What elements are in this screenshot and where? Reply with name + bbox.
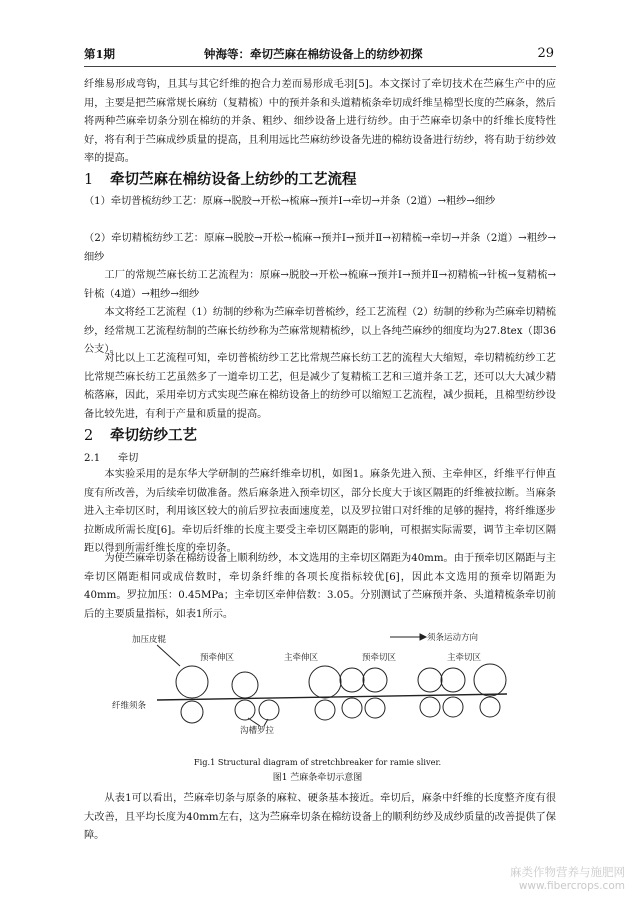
pressure-roller-5	[363, 668, 387, 692]
label-motion-direction: 须条运动方向	[427, 633, 479, 643]
bottom-roller-3	[259, 700, 279, 720]
bottom-roller-2	[235, 700, 255, 720]
subsection-title: 牵切	[118, 453, 139, 464]
issue-label: 第1期	[84, 47, 116, 61]
process-flow-conventional: 工厂的常规苎麻长纺工艺流程为：原麻→脱胶→开松→梳麻→预并Ⅰ→预并Ⅱ→初精梳→针梳→复精梳→针梳（4道）→粗纱→细纱	[84, 270, 556, 300]
watermark-url: www.fibercrops.com	[518, 880, 625, 892]
section-2-heading	[84, 424, 197, 445]
pressure-roller-6	[418, 668, 442, 692]
page-number: 29	[537, 46, 554, 61]
label-fiber-strand: 纤维须条	[112, 701, 147, 711]
pressure-roller-4	[340, 668, 364, 692]
bottom-roller-5	[342, 698, 362, 718]
leader-line-roller	[157, 645, 180, 666]
pressure-roller-2	[232, 672, 258, 698]
bottom-roller-6	[365, 698, 385, 718]
label-main-draft-zone: 主牵伸区	[284, 653, 319, 663]
header-rule	[84, 66, 556, 67]
bottom-roller-8	[443, 697, 463, 717]
section-2-paragraph-2: 为使苎麻牵切条在棉纺设备上顺利纺纱，本文选用的主牵切区隔距为40mm。由于预牵切区隔距与主牵切区隔距相同或成倍数时，牵切条纤维的各项长度指标较优[6]，因此本文选用的预牵切隔距为40mm。罗拉加压：0.45MPa；主牵切区牵伸倍数：3.05。分别测试了苎麻预并条、头道精梳条牵切前后的主要质量指标，如表1所示。	[84, 553, 556, 620]
section-number: 1	[84, 172, 94, 188]
subsection-2-1-heading	[84, 449, 138, 464]
label-grooved-roller: 沟槽罗拉	[240, 726, 275, 736]
section-1-paragraph-1: 本文将经工艺流程（1）纺制的纱称为苎麻牵切普梳纱，经工艺流程（2）纺制的纱称为苎麻牵切精梳纱，经常规工艺流程纺制的苎麻长纺纱称为苎麻常规精梳纱，以上各纯苎麻纱的细度均为27.8tex（即36公支）。	[84, 307, 556, 355]
label-pre-break-zone: 预牵切区	[362, 653, 397, 663]
bottom-roller-9	[480, 697, 500, 717]
pressure-roller-7	[441, 668, 465, 692]
section-1-paragraph-2: 对比以上工艺流程可知，牵切普梳纺纱工艺比常规苎麻长纺工艺的流程大大缩短，牵切精梳纺纱工艺比常规苎麻长纺工艺虽然多了一道牵切工艺，但是减少了复精梳工艺和三道并条工艺，还可以大大减少精梳落麻，因此，采用牵切方式实现苎麻在棉纺设备上的纺纱可以缩短工艺流程，减少损耗，且棉型纺纱设备比较先进，有利于产量和质量的提高。	[84, 353, 556, 420]
section-1-heading	[84, 168, 357, 189]
subsection-number: 2.1	[84, 453, 101, 464]
bottom-roller-7	[420, 697, 440, 717]
page-header	[84, 46, 554, 66]
pressure-roller-1	[176, 666, 208, 698]
pressure-roller-8	[474, 664, 506, 696]
leader-line-groove-1	[248, 718, 260, 726]
figure-caption-english: Fig.1 Structural diagram of stretchbreaker for ramie sliver.	[193, 757, 442, 767]
label-main-break-zone: 主牵切区	[447, 653, 482, 663]
bottom-roller-1	[181, 701, 203, 723]
section-number: 2	[84, 428, 94, 444]
stretchbreaker-diagram	[112, 630, 532, 760]
direction-arrow-head	[420, 634, 426, 640]
intro-paragraph: 纤维易形成弯钩，且其与其它纤维的抱合力差而易形成毛羽[5]。本文探讨了牵切技术在苎麻生产中的应用，主要是把苎麻常规长麻纺（复精梳）中的预并条和头道精梳条牵切成纤维呈棉型长度的苎麻条，然后将两种苎麻牵切条分别在棉纺的并条、粗纱、细纱设备上进行纺纱。由于苎麻牵切条中的纤维长度特性好，将有利于苎麻成纱质量的提高，且利用远比苎麻纺纱设备先进的棉纺设备进行纺纱，将有助于纺纱效率的提高。	[84, 79, 556, 164]
label-pressure-roller: 加压皮辊	[132, 635, 167, 645]
figure-caption-chinese: 图1 苎麻条牵切示意图	[272, 773, 363, 783]
section-title: 牵切纺纱工艺	[110, 427, 197, 444]
running-title: 钟海等：牵切苎麻在棉纺设备上的纺纱初探	[204, 47, 423, 61]
bottom-roller-4	[315, 700, 335, 720]
process-flow-1: （1）牵切普梳纺纱工艺：原麻→脱胶→开松→梳麻→预并Ⅰ→牵切→并条（2道）→粗纱→细纱	[84, 196, 496, 207]
section-2-paragraph-1: 本实验采用的是东华大学研制的苎麻纤维牵切机，如图1。麻条先进入预、主牵伸区，纤维平行伸直度有所改善，为后续牵切做准备。然后麻条进入预牵切区，部分长度大于该区隔距的纤维被拉断。当麻条进入主牵切区时，利用该区较大的前后罗拉表面速度差，以及罗拉钳口对纤维的足够的握持，将纤维逐步拉断成所需长度[6]。牵切后纤维的长度主要受主牵切区隔距的影响，可根据实际需要，调节主牵切区隔距以得到所需纤维长度的牵切条。	[84, 469, 556, 554]
label-pre-draft-zone: 预牵伸区	[200, 653, 235, 663]
process-flow-2: （2）牵切精梳纺纱工艺：原麻→脱胶→开松→梳麻→预并Ⅰ→预并Ⅱ→初精梳→牵切→并条（2道）→粗纱→细纱	[84, 233, 556, 263]
pressure-roller-3	[309, 666, 341, 698]
watermark-site-name: 麻类作物营养与施肥网	[510, 865, 625, 879]
section-title: 牵切苎麻在棉纺设备上纺纱的工艺流程	[110, 171, 357, 188]
section-2-paragraph-3: 从表1可以看出，苎麻牵切条与原条的麻粒、硬条基本接近。牵切后，麻条中纤维的长度整齐度有很大改善，且平均长度为40mm左右，这为苎麻牵切条在棉纺设备上的顺利纺纱及成纱质量的改善提供了保障。	[84, 793, 556, 841]
